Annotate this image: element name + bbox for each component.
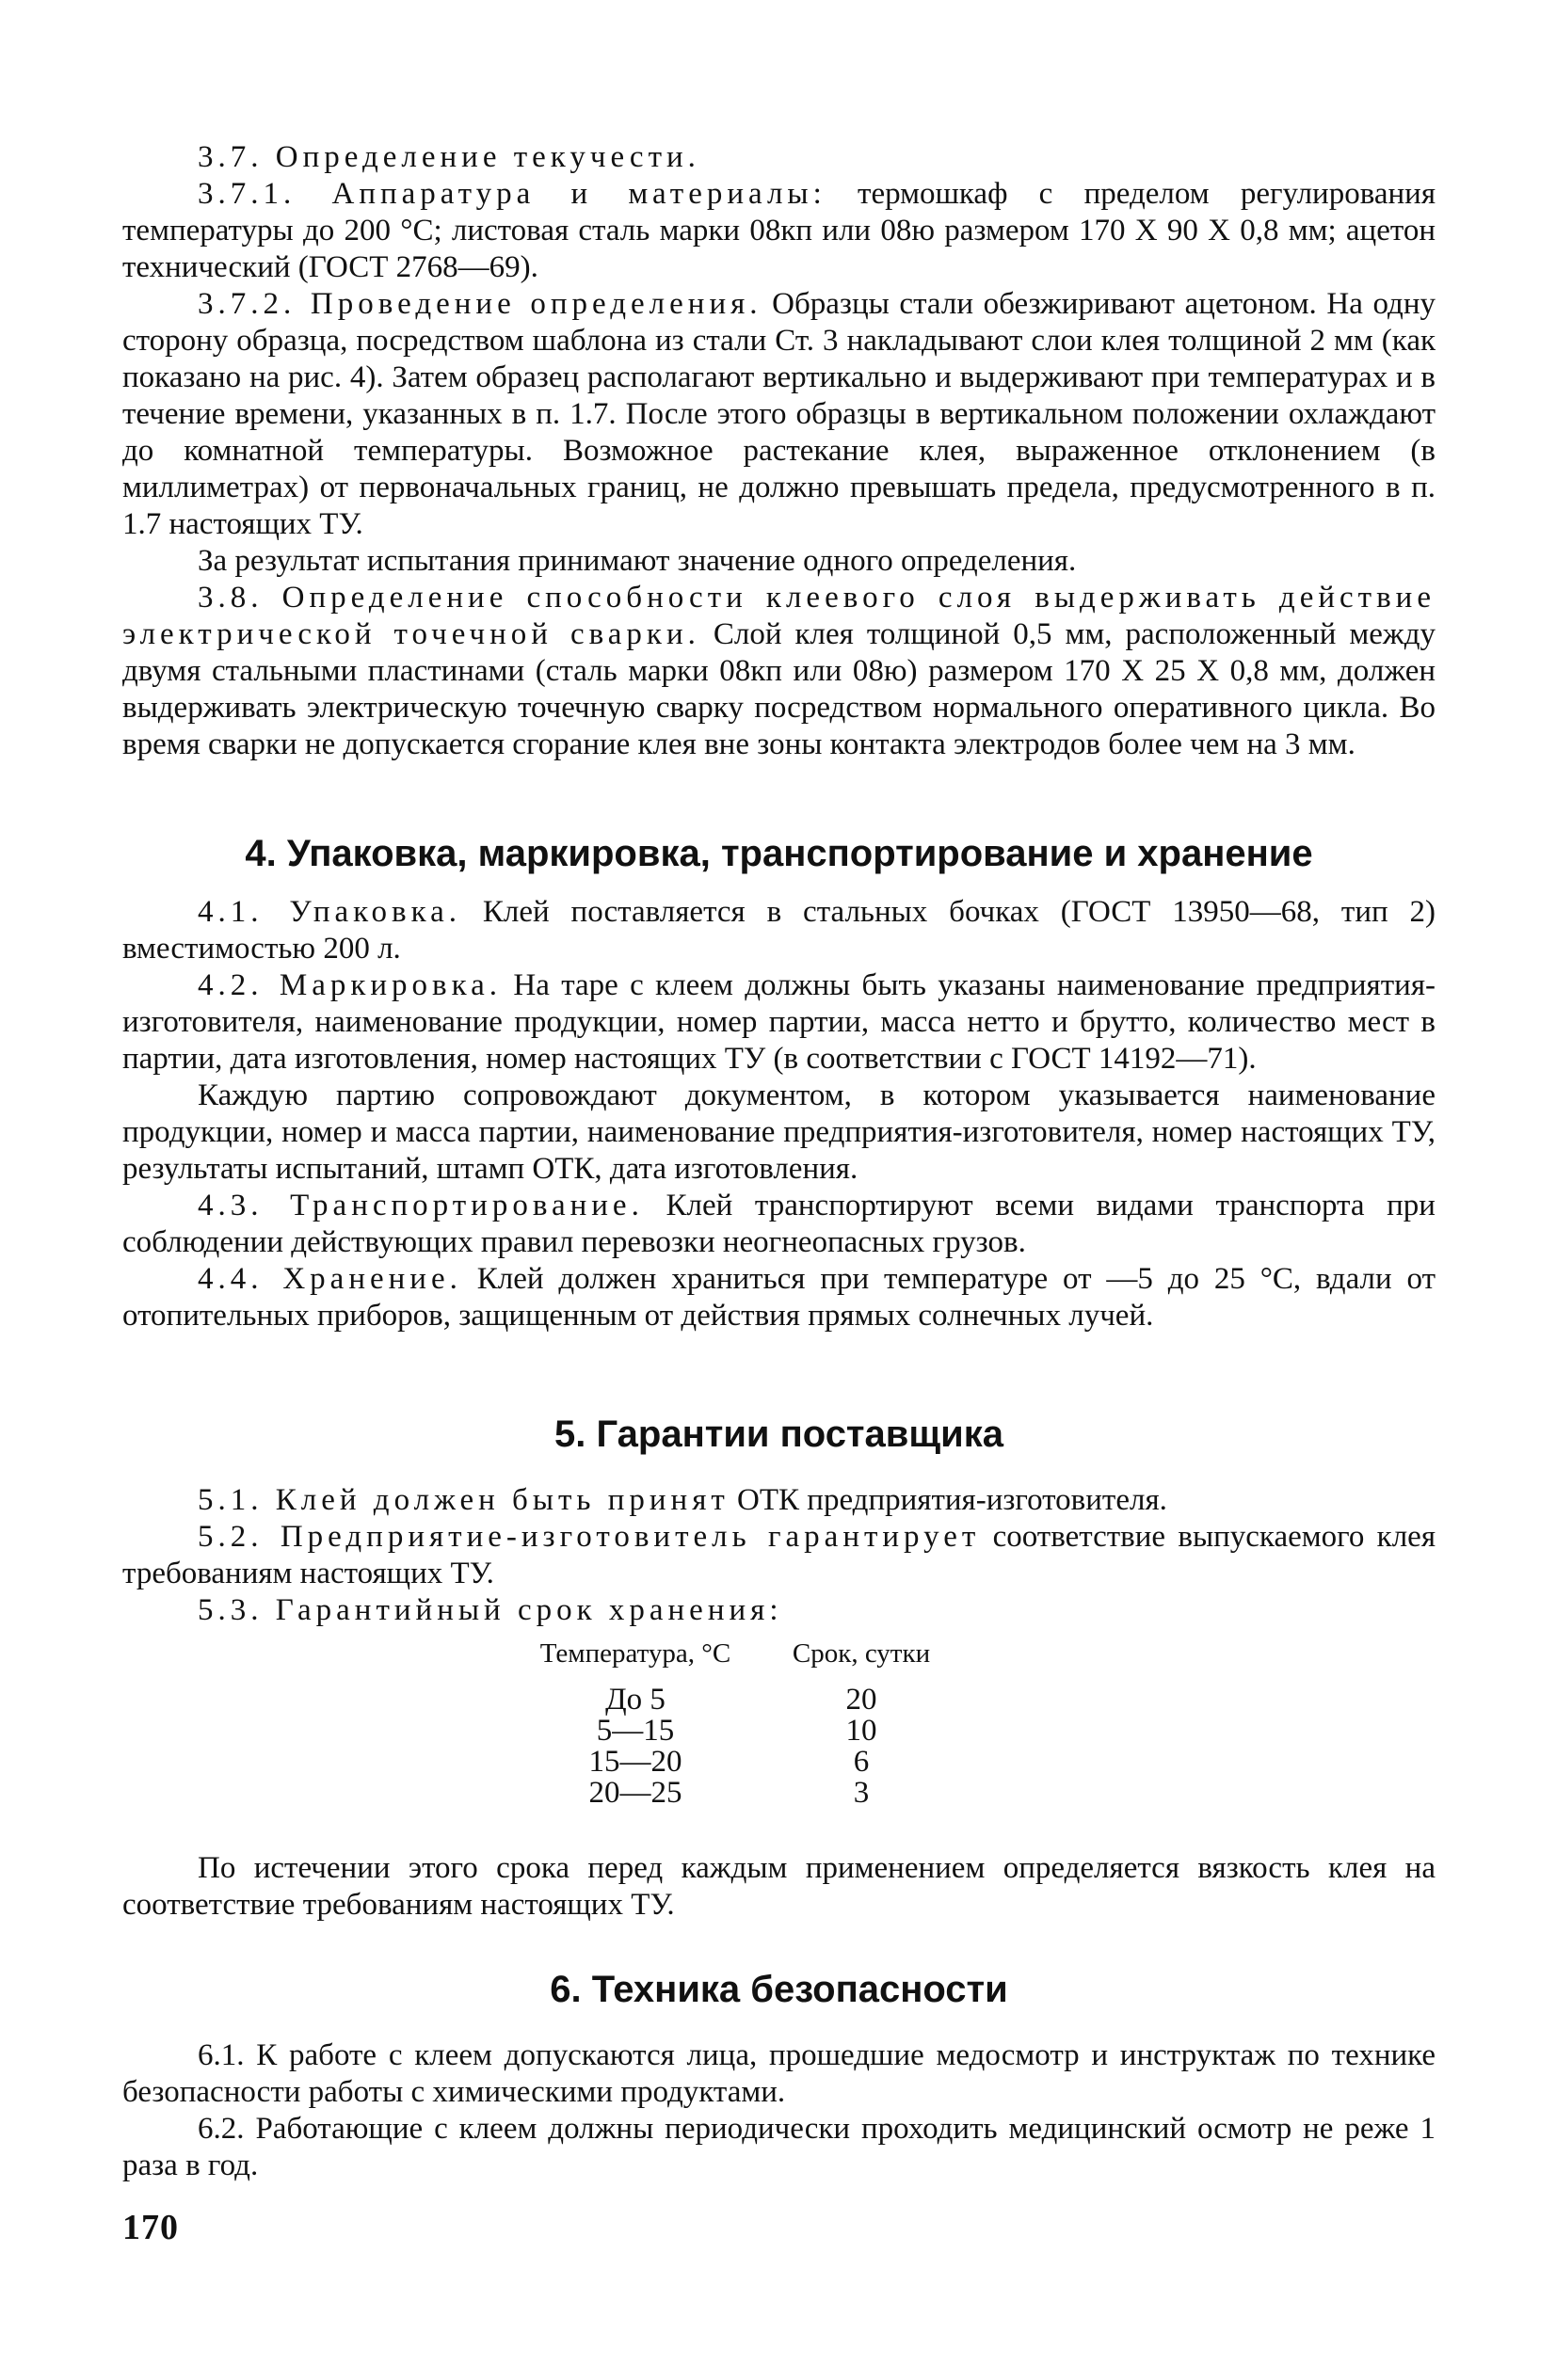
paragraph-3-8-text: Слой клея толщиной 0,5 мм, расположенный между двумя стальными пластинами (сталь марки 08кп или 08ю) размером 170 X 25 X 0,8 мм, должен выдерживать электрическую точечную сварку посредством нормального оперативного цикла. Во время сварки не допускается сгорание клея вне зоны контакта электродов более чем на 3 мм. — [122, 617, 1436, 761]
page-number: 170 — [122, 2208, 179, 2247]
table-cell-temperature: 5—15 — [596, 1714, 675, 1748]
paragraph-4-2-document: Каждую партию сопровождают документом, в котором указывается наименование продукции, номер и масса партии, наименование предприятия-изготовителя, номер настоящих ТУ, результаты испытаний, штамп ОТК, дата изготовления. — [122, 1078, 1436, 1186]
table-row — [537, 1778, 988, 1809]
table-row — [537, 1716, 988, 1747]
section-3-7-title: 3.7. Определение текучести. — [198, 140, 700, 174]
section-4-block — [122, 894, 1436, 1334]
paragraph-3-7-result: За результат испытания принимают значение одного определения. — [198, 544, 1077, 578]
paragraph-6-1: 6.1. К работе с клеем допускаются лица, прошедшие медосмотр и инструктаж по технике безопасности работы с химическими продуктами. — [122, 2038, 1436, 2109]
section-5-block — [122, 1482, 1436, 1629]
table-cell-days: 20 — [845, 1683, 877, 1717]
paragraph-4-4 — [122, 1261, 1436, 1334]
paragraph-5-1 — [122, 1482, 1436, 1519]
paragraph-5-2-text: соответствие выпускаемого клея требованиям настоящих ТУ. — [122, 1520, 1436, 1590]
warranty-table-period-header: Срок, сутки — [792, 1638, 931, 1669]
paragraph-4-3-label: 4.3. Транспортирование. — [198, 1189, 644, 1222]
paragraph-4-2-label: 4.2. Маркировка. — [198, 968, 503, 1002]
table-cell-temperature: 20—25 — [588, 1776, 682, 1810]
paragraph-6-2: 6.2. Работающие с клеем должны периодически проходить медицинский осмотр не реже 1 раза в год. — [122, 2112, 1436, 2182]
paragraph-3-7-2-text: Образцы стали обезжиривают ацетоном. На одну сторону образца, посредством шаблона из стали Ст. 3 накладывают слои клея толщиной 2 мм (как показано на рис. 4). Затем образец располагают вертикально и выдерживают при температурах и в течение времени, указанных в п. 1.7. После этого образцы в вертикальном положении охлаждают до комнатной температуры. Возможное растекание клея, выраженное отклонением (в миллиметрах) от первоначальных границ, не должно превышать предела, предусмотренного в п. 1.7 настоящих ТУ. — [122, 287, 1436, 541]
table-row — [537, 1685, 988, 1716]
section-3-block — [122, 139, 1436, 763]
section-6-heading: 6. Техника безопасности — [550, 1969, 1008, 2010]
section-6-block — [122, 2037, 1436, 2184]
paragraph-3-7-1-label: 3.7.1. Аппаратура и материалы: — [198, 177, 826, 211]
paragraph-4-2-text: На таре с клеем должны быть указаны наименование предприятия-изготовителя, наименование продукции, номер партии, масса нетто и брутто, количество мест в партии, дата изготовления, номер настоящих ТУ (в соответствии с ГОСТ 14192—71). — [122, 968, 1436, 1076]
warranty-table — [537, 1639, 988, 1809]
paragraph-3-7-1-text: термошкаф с пределом регулирования температуры до 200 °С; листовая сталь марки 08кп или 08ю размером 170 X 90 X 0,8 мм; ацетон технический (ГОСТ 2768—69). — [122, 177, 1436, 284]
paragraph-4-4-text: Клей должен храниться при температуре от —5 до 25 °С, вдали от отопительных приборов, защищенным от действия прямых солнечных лучей. — [122, 1262, 1436, 1333]
paragraph-3-7-1 — [122, 176, 1436, 286]
paragraph-4-4-label: 4.4. Хранение. — [198, 1262, 462, 1296]
section-5-heading: 5. Гарантии поставщика — [554, 1414, 1003, 1455]
section-4-heading: 4. Упаковка, маркировка, транспортирование и хранение — [245, 833, 1313, 874]
table-cell-days: 10 — [845, 1714, 877, 1748]
paragraph-4-1-label: 4.1. Упаковка. — [198, 895, 462, 929]
table-cell-temperature: До 5 — [605, 1683, 666, 1717]
paragraph-4-3 — [122, 1188, 1436, 1261]
paragraph-3-8 — [122, 580, 1436, 763]
warranty-table-temperature-header: Температура, °С — [539, 1638, 731, 1669]
paragraph-5-2 — [122, 1519, 1436, 1592]
paragraph-3-7-2 — [122, 286, 1436, 543]
table-cell-days: 6 — [853, 1745, 870, 1779]
paragraph-4-1 — [122, 894, 1436, 967]
paragraph-3-8-label: 3.8. Определение способности клеевого слоя выдерживать действие электрической точечной сварки. — [122, 581, 1436, 651]
paragraph-4-3-text: Клей транспортируют всеми видами транспорта при соблюдении действующих правил перевозки неогнеопасных грузов. — [122, 1189, 1436, 1259]
paragraph-4-2 — [122, 967, 1436, 1078]
paragraph-5-2-label: 5.2. Предприятие-изготовитель гарантирует — [198, 1520, 981, 1554]
section-5-after-table — [122, 1850, 1436, 1924]
table-cell-days: 3 — [853, 1776, 870, 1810]
paragraph-3-7-2-label: 3.7.2. Проведение определения. — [198, 287, 762, 321]
paragraph-4-1-text: Клей поставляется в стальных бочках (ГОСТ 13950—68, тип 2) вместимостью 200 л. — [122, 895, 1436, 966]
paragraph-5-3-note: По истечении этого срока перед каждым применением определяется вязкость клея на соответствие требованиям настоящих ТУ. — [122, 1851, 1436, 1922]
paragraph-5-1-text: ОТК предприятия-изготовителя. — [729, 1483, 1167, 1517]
warranty-table-header-row — [537, 1639, 988, 1685]
paragraph-5-3: 5.3. Гарантийный срок хранения: — [198, 1593, 783, 1627]
table-cell-temperature: 15—20 — [588, 1745, 682, 1779]
paragraph-5-1-label: 5.1. Клей должен быть принят — [198, 1483, 730, 1517]
table-row — [537, 1747, 988, 1778]
